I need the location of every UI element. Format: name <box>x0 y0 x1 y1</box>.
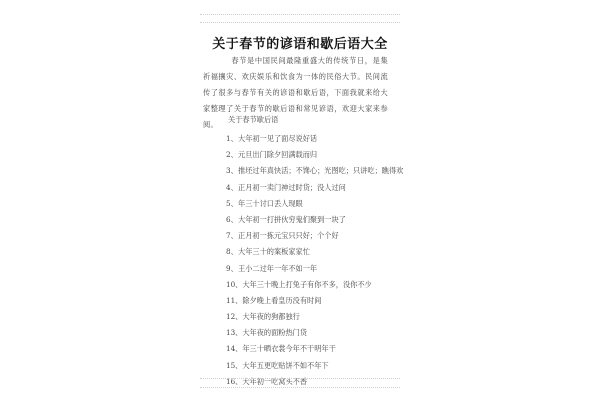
list-item <box>226 131 403 147</box>
list-item <box>226 147 403 163</box>
list-item-text: 大年初一打拼伙穷鬼们聚到一块了 <box>238 214 346 224</box>
list-item-text: 年三十晒衣裳今年不干明年干 <box>242 344 336 354</box>
list-item <box>226 212 403 228</box>
intro-text: 春节是中国民间最隆重盛大的传统节日，是集祈福攘灾、欢庆娱乐和饮食为一体的民俗大节。民间流传了很多与春节有关的谚语和歇后语，下面我就来给大家整理了关于春节的歇后语和常见谚语，欢迎大家来参阅。 <box>203 56 388 129</box>
list-item-text: 年三十讨口丢人现眼 <box>238 198 303 208</box>
list-item-number: 11、 <box>226 295 243 305</box>
list-item-number: 8、 <box>226 247 238 257</box>
list-item <box>226 293 403 309</box>
list-item-number: 14、 <box>226 344 243 354</box>
list-item-number: 15、 <box>226 360 243 370</box>
list-item-text: 王小二过年一年不如一年 <box>238 263 318 273</box>
divider <box>200 14 400 15</box>
list-item <box>226 180 403 196</box>
list-item-text: 大年三十的案板家家忙 <box>238 247 310 257</box>
list-item-number: 9、 <box>226 263 238 273</box>
list-item-text: 正月初一拣元宝只只好；个个好 <box>238 231 339 241</box>
list-item-number: 4、 <box>226 182 238 192</box>
list-item-number: 16、 <box>226 376 243 386</box>
divider <box>200 387 400 388</box>
list-item-text: 大年三十晚上打兔子有你不多，没你不少 <box>242 279 372 289</box>
list-item <box>226 244 403 260</box>
list-item <box>226 358 403 374</box>
list-item-number: 1、 <box>226 134 238 143</box>
list-item-text: 元旦出门除夕回满载而归 <box>238 150 318 160</box>
section-heading: 关于春节歇后语 <box>228 115 279 124</box>
list-item-text: 正月初一卖门神过时货；没人过问 <box>238 182 346 192</box>
list-item-text: 大年初一见了面尽说好话 <box>238 134 318 143</box>
list-item <box>226 341 403 357</box>
list-item-text: 大年初一吃窝头不香 <box>242 376 308 386</box>
list-item-number: 13、 <box>226 328 243 338</box>
divider <box>200 22 400 23</box>
list-item-number: 12、 <box>226 312 243 322</box>
list-item <box>226 261 403 277</box>
list-item <box>226 196 403 212</box>
document-title: 关于春节的谚语和歇后语大全 <box>212 37 388 52</box>
list-item-text: 大年五更吃贴饼不如不年下 <box>242 360 329 370</box>
list-item-number: 6、 <box>226 214 238 224</box>
list-item <box>226 277 403 293</box>
list-item-text: 除夕晚上看皇历没有时间 <box>242 295 322 305</box>
list-item-number: 3、 <box>226 166 238 176</box>
proverb-list <box>226 131 403 390</box>
list-item-text: 大年夜的狗都独行 <box>242 312 300 322</box>
list-item <box>226 228 403 244</box>
list-item <box>226 309 403 325</box>
list-item-number: 5、 <box>226 198 238 208</box>
list-item <box>226 163 403 179</box>
list-item-text: 大年夜的面粉热门货 <box>242 328 308 338</box>
list-item-number: 7、 <box>226 231 238 241</box>
divider <box>200 378 400 379</box>
list-item-text: 推坯过年真快活；不馋心；光图吃；只讲吃；瞧得欢 <box>238 166 404 176</box>
list-item <box>226 325 403 341</box>
list-item-number: 10、 <box>226 279 243 289</box>
list-item-number: 2、 <box>226 150 238 160</box>
